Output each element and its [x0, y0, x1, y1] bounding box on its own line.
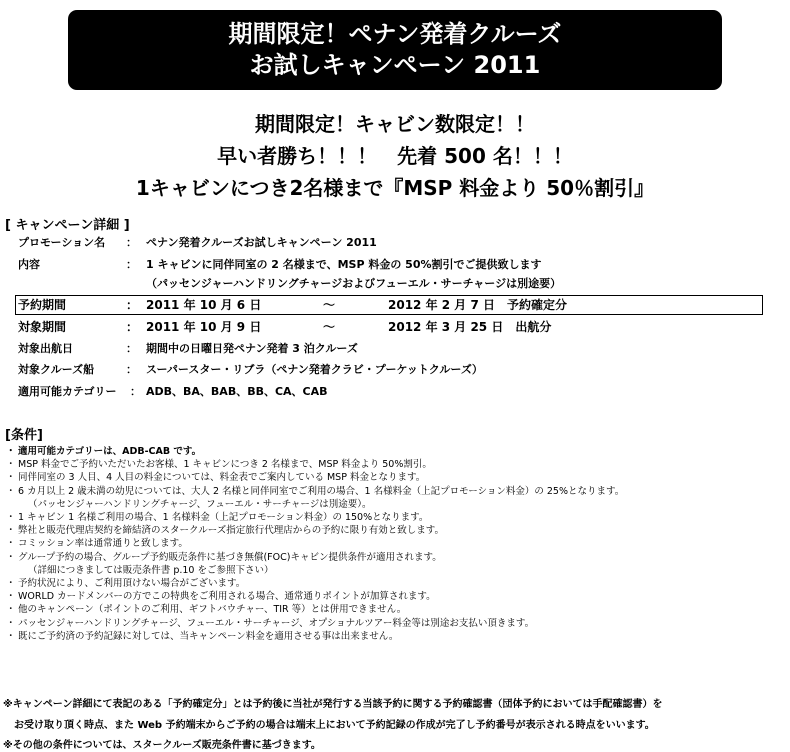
colon: ：: [126, 363, 137, 376]
bullet: ・: [6, 459, 16, 471]
detail-row-ship: [18, 361, 778, 379]
bullet: ・: [6, 604, 16, 616]
note-other-conditions: ※その他の条件については、スタークルーズ販売条件書に基づきます。: [3, 740, 321, 751]
headline-discount: 1キャビンにつき2名様まで『MSP 料金より 50％割引』: [135, 176, 655, 200]
condition-item: [6, 498, 786, 511]
bullet: ・: [6, 538, 16, 550]
condition-item: [6, 564, 786, 577]
condition-item: [6, 577, 786, 590]
condition-item: [6, 511, 786, 524]
condition-text: WORLD カードメンバーの方でこの特典をご利用される場合、通常通りポイントが加算されます。: [18, 591, 436, 603]
colon: ：: [126, 258, 137, 271]
sailing-period-tilde: ～: [323, 320, 336, 334]
condition-text: 既にご予約済の予約記録に対しては、当キャンペーン料金を適用させる事は出来ません。: [18, 630, 399, 642]
content-label: 内容: [18, 258, 40, 271]
promotion-label: プロモーション名: [18, 236, 106, 249]
condition-item: [6, 524, 786, 537]
condition-item: [6, 590, 786, 603]
condition-text: 1 キャビン 1 名様ご利用の場合、1 名様料金（上記プロモーション料金）の 150%となります。: [18, 512, 429, 524]
sailing-period-from: 2011 年 10 月 9 日: [146, 320, 262, 334]
colon: ：: [126, 298, 139, 312]
content-value-line2: （パッセンジャーハンドリングチャージおよびフューエル・サーチャージは別途要）: [146, 277, 562, 290]
promotion-value: ペナン発着クルーズお試しキャンペーン 2011: [146, 236, 377, 249]
condition-text: 6 カ月以上 2 歳未満の幼児については、大人 2 名様と同伴同室でご利用の場合、1 名様料金（上記プロモーション料金）の 25%となります。: [18, 485, 625, 497]
bullet: ・: [6, 472, 16, 484]
bullet: ・: [6, 446, 16, 457]
condition-text: 弊社と販売代理店契約を締結済のスタークルーズ指定旅行代理店からの予約に限り有効と致します。: [18, 525, 444, 537]
headline-first-come: 早い者勝ち！！！ 先着 500 名！！！: [217, 144, 573, 168]
detail-row-content: [18, 256, 778, 274]
colon: ：: [126, 342, 137, 355]
condition-text: グループ予約の場合、グループ予約販売条件に基づき無償(FOC)キャビン提供条件が適用されます。: [18, 551, 442, 563]
booking-period-to: 2012 年 2 月 7 日 予約確定分: [388, 298, 567, 312]
condition-text: コミッション率は通常通りと致します。: [18, 538, 188, 550]
bullet: ・: [6, 630, 16, 642]
booking-period-label: 予約期間: [18, 298, 67, 312]
condition-text: 適用可能カテゴリーは、ADB-CAB です。: [18, 446, 202, 457]
condition-text: MSP 料金でご予約いただいたお客様、1 キャビンにつき 2 名様まで、MSP 料金より 50%割引。: [18, 459, 432, 471]
condition-text: 他のキャンペーン（ポイントのご利用、ギフトバウチャー、TIR 等）とは併用できません。: [18, 604, 407, 616]
note-confirmation-line2: お受け取り頂く時点、また Web 予約端末からご予約の場合は端末上において予約記録の作成が完了し予約番号が表示される時点をいいます。: [14, 720, 655, 731]
banner-title-line1: 期間限定！ペナン発着クルーズ: [228, 20, 562, 48]
banner-title-line2: お試しキャンペーン 2011: [249, 51, 541, 79]
departure-value: 期間中の日曜日発ペナン発着 3 泊クルーズ: [146, 342, 358, 355]
condition-item: [6, 485, 786, 498]
conditions-section-title: [条件]: [5, 428, 43, 443]
ship-label: 対象クルーズ船: [18, 363, 95, 376]
detail-row-sailing-period: [18, 318, 778, 336]
headline-limited: 期間限定！キャビン数限定！！: [255, 112, 535, 136]
bullet: ・: [6, 512, 16, 524]
departure-label: 対象出航日: [18, 342, 73, 355]
bullet: ・: [6, 578, 16, 590]
colon: ：: [126, 236, 137, 249]
condition-item: [6, 551, 786, 564]
bullet: ・: [6, 551, 16, 563]
condition-item: [6, 617, 786, 630]
detail-row-promotion: [18, 234, 778, 252]
conditions-list: [6, 445, 786, 643]
condition-text: （詳細につきましては販売条件書 p.10 をご参照下さい）: [28, 564, 274, 576]
detail-row-booking-period: [18, 296, 778, 314]
sailing-period-to: 2012 年 3 月 25 日 出航分: [388, 320, 552, 334]
note-confirmation-line1: ※キャンペーン詳細にて表記のある「予約確定分」とは予約後に当社が発行する当該予約に関する予約確認書（団体予約においては手配確認書）を: [3, 699, 663, 710]
bullet: ・: [6, 485, 16, 497]
colon: ：: [126, 320, 139, 334]
condition-item: [6, 445, 786, 458]
condition-item: [6, 537, 786, 550]
condition-item: [6, 458, 786, 471]
condition-text: 同伴同室の 3 人目、4 人目の料金については、料金表でご案内している MSP 料金となります。: [18, 472, 426, 484]
booking-period-from: 2011 年 10 月 6 日: [146, 298, 262, 312]
sailing-period-label: 対象期間: [18, 320, 67, 334]
condition-text: （パッセンジャーハンドリングチャージ、フューエル・サーチャージは別途要）。: [28, 498, 372, 510]
bullet: ・: [6, 525, 16, 537]
campaign-banner: [68, 10, 722, 90]
bullet: ・: [6, 591, 16, 603]
condition-item: [6, 603, 786, 616]
category-value: ADB、BA、BAB、BB、CA、CAB: [146, 385, 328, 398]
category-label: 適用可能カテゴリー: [18, 385, 117, 398]
detail-row-departure: [18, 340, 778, 358]
detail-row-content-cont: [18, 275, 778, 293]
booking-period-tilde: ～: [323, 298, 336, 312]
condition-text: 予約状況により、ご利用頂けない場合がございます。: [18, 578, 246, 590]
details-section-title: [ キャンペーン詳細 ]: [5, 218, 130, 233]
detail-row-category: [18, 383, 778, 401]
ship-value: スーパースター・リブラ（ペナン発着クラビ・プーケットクルーズ）: [146, 363, 483, 376]
condition-item: [6, 471, 786, 484]
content-value-line1: 1 キャビンに同伴同室の 2 名様まで、MSP 料金の 50%割引でご提供致します: [146, 258, 542, 271]
colon: ：: [130, 385, 141, 398]
condition-item: [6, 630, 786, 643]
condition-text: パッセンジャーハンドリングチャージ、フューエル・サーチャージ、オプショナルツアー料金等は別途お支払い頂きます。: [18, 617, 535, 629]
bullet: ・: [6, 617, 16, 629]
